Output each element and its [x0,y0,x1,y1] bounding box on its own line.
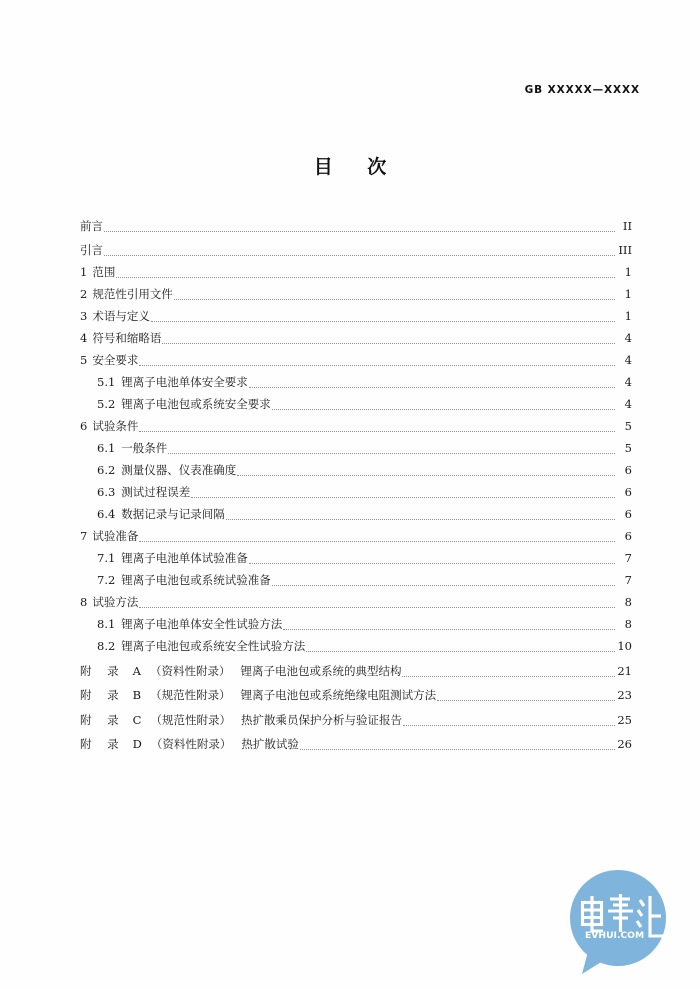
toc-row[interactable] [80,210,632,234]
toc-entry-title: 锂离子电池单体安全性试验方法 [121,617,283,631]
toc-page-number: 7 [624,573,632,587]
leader-dots [174,291,615,300]
leader-dots [403,717,615,726]
leader-dots [162,335,615,344]
toc-entry-label [80,441,167,456]
toc-row[interactable] [80,456,632,478]
toc-row[interactable] [80,390,632,412]
toc-page-number: 8 [624,595,632,609]
toc-entry-title: 试验方法 [92,595,139,609]
toc-row[interactable] [80,610,632,632]
toc-entry-label [80,331,161,346]
toc-entry-title: 试验条件 [92,419,139,433]
leader-dots [226,511,615,520]
toc-entry-number: 2 [80,287,88,301]
toc-page-number: 1 [624,265,632,279]
toc-row[interactable] [80,728,632,753]
toc-page-number: 4 [624,353,632,367]
toc-entry-label [80,639,305,654]
annex-entry-label [80,737,299,752]
leader-dots [139,423,615,432]
annex-title: 热扩散乘员保护分析与验证报告 [240,712,402,727]
toc-page-number: 6 [624,485,632,499]
toc-entry-title: 锂离子电池包或系统安全要求 [121,397,271,411]
toc-page-number: 26 [617,737,632,751]
toc-entry-number: 7 [80,529,88,543]
leader-dots [168,445,615,454]
toc-entry-label [80,353,138,368]
annex-title: 锂离子电池包或系统的典型结构 [240,663,402,678]
leader-dots [104,223,615,232]
leader-dots [151,313,615,322]
toc-entry-number: 6 [80,419,88,433]
toc-entry-number: 6.2 [97,463,116,477]
toc-entry-label [80,287,173,302]
leader-dots [249,379,615,388]
toc-entry-label [80,397,271,412]
leader-dots [191,489,615,498]
annex-word: 附 录 [80,688,125,702]
toc-entry-number: 1 [80,265,88,279]
toc-entry-label [80,573,271,588]
toc-row[interactable] [80,258,632,280]
annex-word: 附 录 [80,737,125,751]
toc-page-number: 6 [624,507,632,521]
toc-entry-number: 6.1 [97,441,116,455]
toc-row[interactable] [80,522,632,544]
toc-entry-title: 测量仪器、仪表准确度 [121,463,237,477]
toc-page-number: 4 [624,397,632,411]
toc-entry-label [80,265,115,280]
toc-row[interactable] [80,280,632,302]
toc-page-number: 10 [617,639,632,653]
toc-entry-label [80,617,282,632]
annex-letter: B [132,688,142,702]
annex-entry-label [80,664,401,679]
toc-entry-number: 7.2 [97,573,116,587]
leader-dots [402,668,615,677]
toc-row[interactable] [80,588,632,610]
toc-entry-label [80,595,138,610]
toc-row[interactable] [80,544,632,566]
annex-kind: （资料性附录） [150,737,232,751]
toc-row[interactable] [80,234,632,258]
toc-entry-number: 3 [80,309,88,323]
toc-row[interactable] [80,434,632,456]
toc-page-number: 6 [624,463,632,477]
toc-entry-label [80,375,248,390]
toc-row[interactable] [80,500,632,522]
toc-row[interactable] [80,679,632,704]
annex-word: 附 录 [80,663,125,678]
leader-dots [272,577,615,586]
toc-entry-label [80,485,190,500]
leader-dots [272,401,615,410]
toc-row[interactable] [80,632,632,654]
toc-entry-number: 5.2 [97,397,116,411]
toc-page-number: 4 [624,375,632,389]
toc-page-number: 8 [624,617,632,631]
table-of-contents [80,210,632,752]
toc-entry-number: 5.1 [97,375,116,389]
watermark-logo [558,866,670,978]
toc-entry-label: 前言 [80,219,103,233]
toc-entry-title: 安全要求 [92,353,139,367]
toc-entry-number: 8 [80,595,88,609]
toc-entry-title: 数据记录与记录间隔 [121,507,225,521]
leader-dots [139,357,615,366]
annex-title: 锂离子电池包或系统绝缘电阻测试方法 [240,688,437,702]
toc-entry-title: 一般条件 [121,441,168,455]
standard-code-header: GB XXXXX—XXXX [524,84,640,96]
toc-entry-label [80,529,138,544]
annex-word: 附 录 [80,712,125,727]
toc-entry-title: 规范性引用文件 [92,287,173,301]
toc-row[interactable] [80,368,632,390]
toc-entry-title: 术语与定义 [92,309,150,323]
toc-row[interactable] [80,703,632,728]
toc-entry-number: 7.1 [97,551,116,565]
leader-dots [116,269,615,278]
toc-row[interactable] [80,478,632,500]
toc-entry-label: 引言 [80,243,103,257]
toc-row[interactable] [80,346,632,368]
annex-title: 热扩散试验 [241,737,299,751]
toc-row[interactable] [80,302,632,324]
toc-entry-title: 测试过程误差 [121,485,191,499]
toc-entry-label [80,551,248,566]
toc-page-number: 1 [624,287,632,301]
toc-entry-label [80,463,236,478]
leader-dots [300,741,615,750]
toc-entry-number: 5 [80,353,88,367]
toc-entry-number: 6.3 [97,485,116,499]
annex-entry-label [80,713,402,728]
toc-page-number: 1 [624,309,632,323]
toc-page-number: 21 [617,663,632,678]
toc-page-number: II [622,219,632,233]
annex-letter: D [132,737,142,751]
toc-entry-title: 锂离子电池单体试验准备 [121,551,248,565]
toc-row[interactable] [80,412,632,434]
toc-entry-number: 8.1 [97,617,116,631]
leader-dots [437,692,615,701]
toc-page-number: 25 [617,712,632,727]
speech-bubble-shape [570,870,666,974]
watermark-domain-text: EVHUI.COM [585,930,645,941]
toc-page-number: III [618,243,632,257]
leader-dots [283,621,615,630]
toc-entry-number: 8.2 [97,639,116,653]
annex-letter: C [132,712,142,727]
leader-dots [237,467,615,476]
annex-kind: （规范性附录） [150,688,231,702]
toc-entry-title: 试验准备 [92,529,139,543]
toc-row[interactable] [80,654,632,679]
toc-entry-title: 锂离子电池单体安全要求 [121,375,248,389]
leader-dots [249,555,615,564]
toc-page-number: 5 [624,419,632,433]
toc-entry-number: 4 [80,331,88,345]
leader-dots [139,599,615,608]
toc-entry-number: 6.4 [97,507,116,521]
annex-entry-label [80,688,436,703]
toc-row[interactable] [80,324,632,346]
toc-page-number: 7 [624,551,632,565]
toc-row[interactable] [80,566,632,588]
toc-entry-title: 范围 [92,265,116,279]
page-title: 目 次 [313,156,401,178]
leader-dots [139,533,615,542]
leader-dots [104,247,615,256]
toc-entry-label [80,309,150,324]
toc-page-number: 5 [624,441,632,455]
toc-entry-label [80,419,138,434]
toc-entry-title: 锂离子电池包或系统试验准备 [121,573,271,587]
toc-page-number: 23 [617,688,632,702]
leader-dots [306,643,615,652]
annex-kind: （资料性附录） [149,663,231,678]
toc-page-number: 4 [624,331,632,345]
annex-letter: A [132,663,141,678]
toc-page-number: 6 [624,529,632,543]
toc-entry-label [80,507,225,522]
toc-entry-title: 锂离子电池包或系统安全性试验方法 [121,639,306,653]
toc-entry-title: 符号和缩略语 [92,331,162,345]
annex-kind: （规范性附录） [150,712,231,727]
